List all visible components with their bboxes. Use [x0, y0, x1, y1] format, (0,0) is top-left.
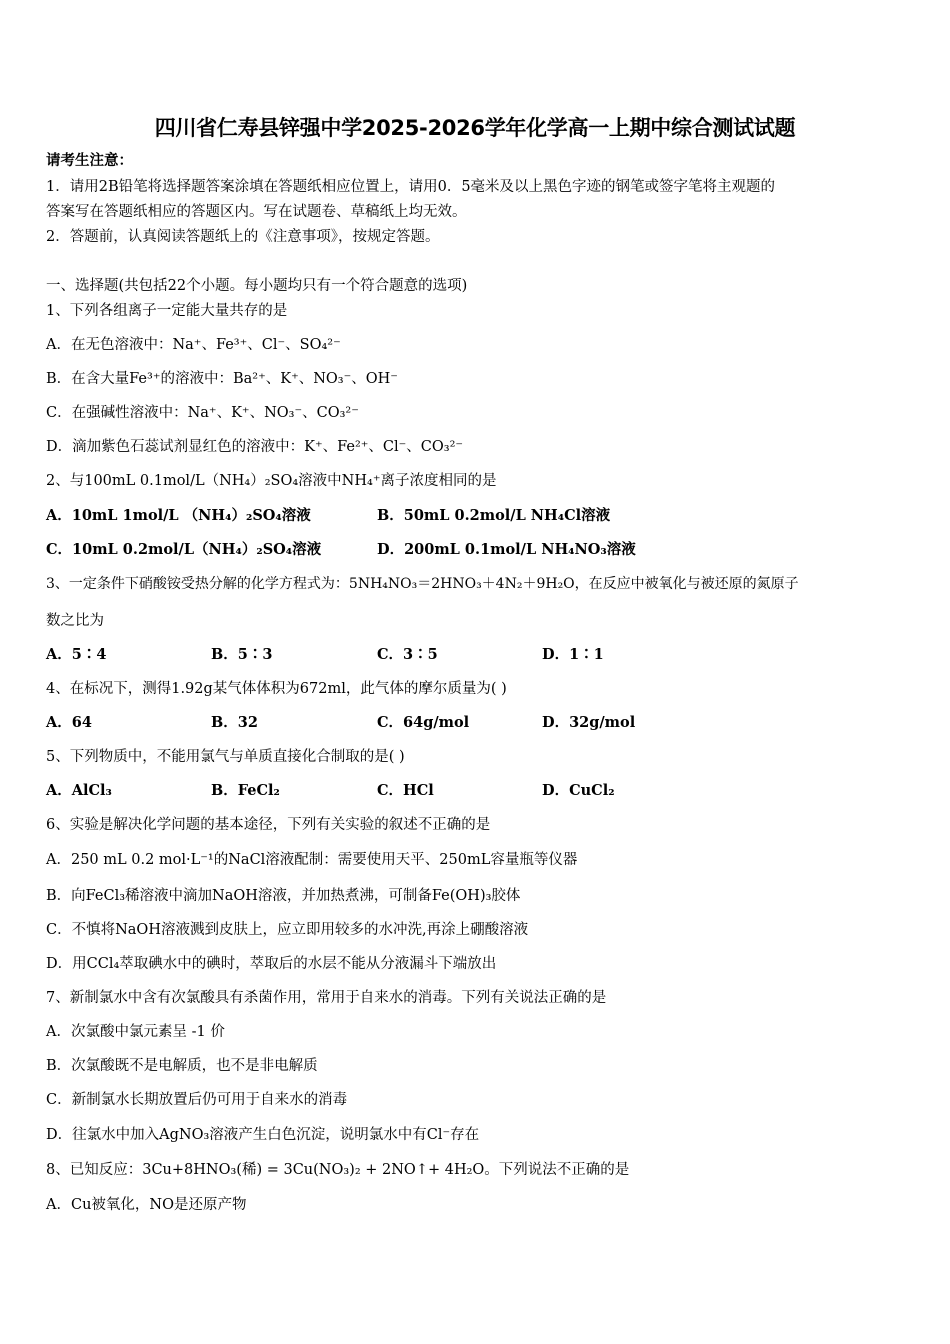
question-5-option-c: C．HCl — [377, 782, 434, 799]
question-2-option-d: D．200mL 0.1mol/L NH₄NO₃溶液 — [377, 541, 636, 558]
notice-line-1a: 1．请用2B铅笔将选择题答案涂填在答题纸相应位置上，请用0．5毫米及以上黑色字迹的钢笔或签字笔将主观题的 — [46, 179, 776, 195]
question-5-stem: 5、下列物质中，不能用氯气与单质直接化合制取的是( ) — [46, 749, 405, 765]
question-6-option-d: D．用CCl₄萃取碘水中的碘时，萃取后的水层不能从分液漏斗下端放出 — [46, 956, 497, 972]
question-4-stem: 4、在标况下，测得1.92g某气体体积为672ml，此气体的摩尔质量为( ) — [46, 681, 507, 697]
question-5-option-d: D．CuCl₂ — [542, 782, 615, 799]
question-3-stem-cont: 数之比为 — [46, 613, 104, 629]
question-2-option-b: B．50mL 0.2mol/L NH₄Cl溶液 — [377, 507, 611, 524]
question-8-option-a: A．Cu被氧化，NO是还原产物 — [46, 1197, 247, 1213]
question-4-option-a: A．64 — [46, 714, 92, 731]
question-4-option-d: D．32g/mol — [542, 714, 636, 731]
question-2-option-c: C．10mL 0.2mol/L（NH₄）₂SO₄溶液 — [46, 541, 322, 558]
notice-line-1b: 答案写在答题纸相应的答题区内。写在试题卷、草稿纸上均无效。 — [46, 204, 467, 220]
question-8-stem: 8、已知反应：3Cu+8HNO₃(稀) = 3Cu(NO₃)₂ + 2NO↑+ 4H₂O。下列说法不正确的是 — [46, 1162, 630, 1178]
question-6-stem: 6、实验是解决化学问题的基本途径，下列有关实验的叙述不正确的是 — [46, 817, 491, 833]
question-6-option-c: C．不慎将NaOH溶液溅到皮肤上，应立即用较多的水冲洗,再涂上硼酸溶液 — [46, 922, 529, 938]
question-1-option-d: D．滴加紫色石蕊试剂显红色的溶液中：K⁺、Fe²⁺、Cl⁻、CO₃²⁻ — [46, 439, 464, 455]
notice-line-2: 2．答题前，认真阅读答题纸上的《注意事项》，按规定答题。 — [46, 229, 440, 245]
question-3-option-d: D．1∶1 — [542, 646, 604, 663]
question-7-option-c: C．新制氯水长期放置后仍可用于自来水的消毒 — [46, 1092, 348, 1108]
question-4-option-b: B．32 — [211, 714, 258, 731]
question-2-option-a: A．10mL 1mol/L （NH₄）₂SO₄溶液 — [46, 507, 311, 524]
page-title: 四川省仁寿县锌强中学2025-2026学年化学高一上期中综合测试试题 — [154, 116, 796, 140]
notice-header: 请考生注意： — [46, 152, 133, 169]
question-6-option-b: B．向FeCl₃稀溶液中滴加NaOH溶液，并加热煮沸，可制备Fe(OH)₃胶体 — [46, 888, 521, 904]
question-7-option-a: A．次氯酸中氯元素呈 -1 价 — [46, 1024, 225, 1040]
question-4-option-c: C．64g/mol — [377, 714, 470, 731]
question-7-option-b: B．次氯酸既不是电解质，也不是非电解质 — [46, 1058, 318, 1074]
question-1-option-b: B．在含大量Fe³⁺的溶液中：Ba²⁺、K⁺、NO₃⁻、OH⁻ — [46, 371, 398, 387]
question-7-stem: 7、新制氯水中含有次氯酸具有杀菌作用，常用于自来水的消毒。下列有关说法正确的是 — [46, 990, 607, 1006]
question-3-stem: 3、一定条件下硝酸铵受热分解的化学方程式为：5NH₄NO₃＝2HNO₃＋4N₂＋9H₂O，在反应中被氧化与被还原的氮原子 — [46, 576, 799, 592]
question-5-option-a: A．AlCl₃ — [46, 782, 112, 799]
question-2-stem: 2、与100mL 0.1mol/L（NH₄）₂SO₄溶液中NH₄⁺离子浓度相同的是 — [46, 473, 497, 489]
question-6-option-a: A．250 mL 0.2 mol·L⁻¹的NaCl溶液配制：需要使用天平、250mL容量瓶等仪器 — [46, 852, 578, 868]
question-1-stem: 1、下列各组离子一定能大量共存的是 — [46, 303, 288, 319]
question-5-option-b: B．FeCl₂ — [211, 782, 280, 799]
question-7-option-d: D．往氯水中加入AgNO₃溶液产生白色沉淀，说明氯水中有Cl⁻存在 — [46, 1127, 480, 1143]
question-3-option-a: A．5∶4 — [46, 646, 107, 663]
section-heading: 一、选择题(共包括22个小题。每小题均只有一个符合题意的选项) — [46, 278, 468, 294]
question-1-option-c: C．在强碱性溶液中：Na⁺、K⁺、NO₃⁻、CO₃²⁻ — [46, 405, 359, 421]
question-3-option-c: C．3∶5 — [377, 646, 438, 663]
question-3-option-b: B．5∶3 — [211, 646, 273, 663]
question-1-option-a: A．在无色溶液中：Na⁺、Fe³⁺、Cl⁻、SO₄²⁻ — [46, 337, 341, 353]
